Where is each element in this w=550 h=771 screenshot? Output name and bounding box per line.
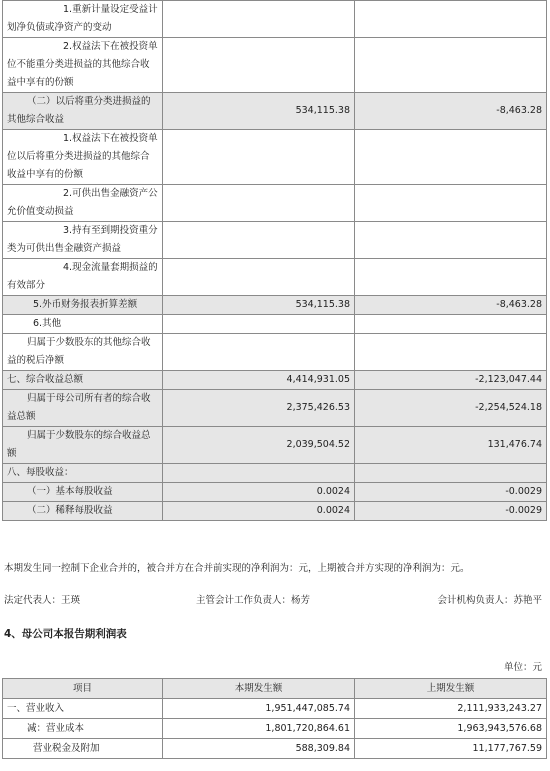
previous-period-value: 11,177,767.59 — [355, 739, 547, 759]
row-label: （二）以后将重分类进损益的其他综合收益 — [3, 93, 163, 130]
current-period-value: 0.0024 — [163, 502, 355, 521]
header-current: 本期发生额 — [163, 679, 355, 699]
row-label: 2.权益法下在被投资单位不能重分类进损益的其他综合收益中享有的份额 — [3, 38, 163, 93]
row-label: 2.可供出售金融资产公允价值变动损益 — [3, 185, 163, 222]
previous-period-value — [355, 38, 547, 93]
row-label: 1.权益法下在被投资单位以后将重分类进损益的其他综合收益中享有的份额 — [3, 130, 163, 185]
current-period-value — [163, 1, 355, 38]
previous-period-value: -8,463.28 — [355, 93, 547, 130]
current-period-value: 0.0024 — [163, 483, 355, 502]
parent-income-statement-table — [2, 678, 547, 759]
table-row — [3, 719, 547, 739]
previous-period-value: -2,123,047.44 — [355, 371, 547, 390]
previous-period-value: -0.0029 — [355, 483, 547, 502]
current-period-value — [163, 185, 355, 222]
current-period-value: 2,039,504.52 — [163, 427, 355, 464]
legal-representative: 法定代表人：王瑛 — [4, 595, 81, 606]
row-label: 归属于母公司所有者的综合收益总额 — [3, 390, 163, 427]
accounting-department-head: 会计机构负责人：苏艳平 — [437, 595, 542, 606]
row-label: 减：营业成本 — [3, 719, 163, 739]
current-period-value — [163, 259, 355, 296]
previous-period-value: -0.0029 — [355, 502, 547, 521]
section-title: 4、母公司本报告期利润表 — [4, 628, 127, 640]
current-period-value: 2,375,426.53 — [163, 390, 355, 427]
row-label: 八、每股收益： — [3, 464, 163, 483]
header-item: 项目 — [3, 679, 163, 699]
previous-period-value: 1,963,943,576.68 — [355, 719, 547, 739]
row-label: 七、综合收益总额 — [3, 371, 163, 390]
row-label: 归属于少数股东的综合收益总额 — [3, 427, 163, 464]
table-row — [3, 296, 547, 315]
previous-period-value — [355, 334, 547, 371]
row-label: 3.持有至到期投资重分类为可供出售金融资产损益 — [3, 222, 163, 259]
table-row — [3, 222, 547, 259]
consolidated-income-statement-table — [2, 0, 547, 521]
row-label: （二）稀释每股收益 — [3, 502, 163, 521]
previous-period-value: -2,254,524.18 — [355, 390, 547, 427]
current-period-value: 4,414,931.05 — [163, 371, 355, 390]
current-period-value: 1,951,447,085.74 — [163, 699, 355, 719]
merger-note: 本期发生同一控制下企业合并的，被合并方在合并前实现的净利润为：元，上期被合并方实现的净利润为：元。 — [4, 563, 470, 574]
current-period-value — [163, 222, 355, 259]
previous-period-value — [355, 315, 547, 334]
table-row — [3, 483, 547, 502]
current-period-value: 534,115.38 — [163, 296, 355, 315]
previous-period-value — [355, 1, 547, 38]
table-row — [3, 93, 547, 130]
previous-period-value: 2,111,933,243.27 — [355, 699, 547, 719]
current-period-value — [163, 38, 355, 93]
table-row — [3, 371, 547, 390]
row-label: （一）基本每股收益 — [3, 483, 163, 502]
table-header-row — [3, 679, 547, 699]
previous-period-value — [355, 259, 547, 296]
table-row — [3, 502, 547, 521]
table-row — [3, 38, 547, 93]
table-row — [3, 464, 547, 483]
table-row — [3, 130, 547, 185]
current-period-value — [163, 464, 355, 483]
row-label: 6.其他 — [3, 315, 163, 334]
table-row — [3, 699, 547, 719]
table-row — [3, 259, 547, 296]
current-period-value: 1,801,720,864.61 — [163, 719, 355, 739]
accounting-head: 主管会计工作负责人：杨芳 — [196, 595, 311, 606]
table-row — [3, 1, 547, 38]
row-label: 4.现金流量套期损益的有效部分 — [3, 259, 163, 296]
current-period-value — [163, 334, 355, 371]
unit-label: 单位：元 — [503, 662, 542, 673]
table-row — [3, 315, 547, 334]
row-label: 1.重新计量设定受益计划净负债或净资产的变动 — [3, 1, 163, 38]
current-period-value: 534,115.38 — [163, 93, 355, 130]
table-row — [3, 427, 547, 464]
previous-period-value — [355, 130, 547, 185]
current-period-value — [163, 130, 355, 185]
previous-period-value: 131,476.74 — [355, 427, 547, 464]
previous-period-value: -8,463.28 — [355, 296, 547, 315]
row-label: 营业税金及附加 — [3, 739, 163, 759]
table-row — [3, 390, 547, 427]
previous-period-value — [355, 464, 547, 483]
table-row — [3, 185, 547, 222]
row-label: 归属于少数股东的其他综合收益的税后净额 — [3, 334, 163, 371]
row-label: 5.外币财务报表折算差额 — [3, 296, 163, 315]
table-row — [3, 334, 547, 371]
current-period-value: 588,309.84 — [163, 739, 355, 759]
header-previous: 上期发生额 — [355, 679, 547, 699]
previous-period-value — [355, 222, 547, 259]
row-label: 一、营业收入 — [3, 699, 163, 719]
previous-period-value — [355, 185, 547, 222]
table-row — [3, 739, 547, 759]
current-period-value — [163, 315, 355, 334]
